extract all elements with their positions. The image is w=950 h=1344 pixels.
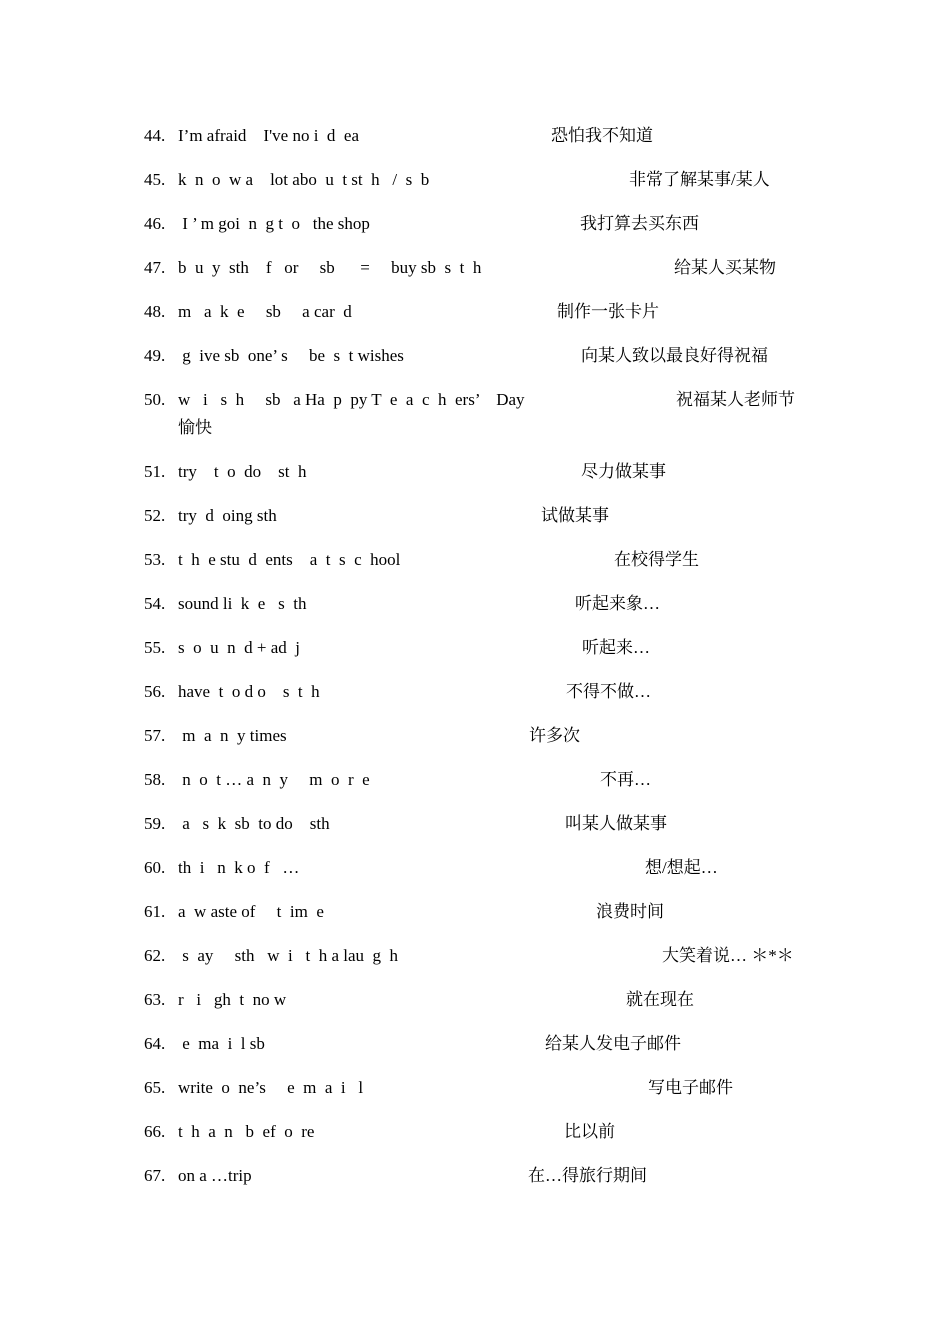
english-phrase: I’m afraid I've no i d ea [178,126,360,145]
item-number: 57. [144,726,166,745]
chinese-meaning: 给某人发电子邮件 [545,1034,681,1053]
chinese-meaning: 想/想起… [645,858,718,877]
english-phrase: sound li k e s th [178,594,307,613]
list-item [0,1121,950,1151]
chinese-meaning: 大笑着说… ＊*＊ [662,946,794,965]
item-number: 55. [144,638,166,657]
list-item [0,901,950,931]
item-number: 63. [144,990,166,1009]
list-item [0,857,950,887]
list-item [0,637,950,667]
chinese-meaning: 向某人致以最良好得祝福 [581,346,768,365]
list-item [0,169,950,199]
list-item [0,1033,950,1063]
chinese-meaning: 叫某人做某事 [565,814,667,833]
english-phrase: s ay sth w i t h a lau g h [178,946,399,965]
list-item [0,725,950,755]
chinese-meaning: 就在现在 [626,990,694,1009]
english-phrase: b u y sth f or sb = buy sb s t h [178,258,482,277]
english-phrase: s o u n d + ad j [178,638,300,657]
item-number: 61. [144,902,166,921]
list-item [0,593,950,623]
english-phrase: t h e stu d ents a t s c hool [178,550,401,569]
chinese-meaning: 在…得旅行期间 [528,1166,647,1185]
item-number: 60. [144,858,166,877]
list-item [0,301,950,331]
chinese-meaning: 浪费时间 [596,902,664,921]
english-phrase: e ma i l sb [178,1034,265,1053]
item-number: 53. [144,550,166,569]
chinese-meaning-continuation: 愉快 [178,418,212,437]
item-number: 65. [144,1078,166,1097]
english-phrase: k n o w a lot abo u t st h / s b [178,170,430,189]
english-phrase: m a n y times [178,726,287,745]
list-item [0,257,950,287]
english-phrase: try t o do st h [178,462,307,481]
english-phrase: try d oing sth [178,506,277,525]
chinese-meaning: 不再… [600,770,651,789]
chinese-meaning: 听起来象… [575,594,660,613]
chinese-meaning: 给某人买某物 [674,258,776,277]
list-item [0,345,950,375]
english-phrase: on a …trip [178,1166,252,1185]
chinese-meaning: 尽力做某事 [581,462,666,481]
item-number: 64. [144,1034,166,1053]
item-number: 49. [144,346,166,365]
item-number: 51. [144,462,166,481]
item-number: 44. [144,126,166,145]
list-item [0,505,950,535]
list-item [0,945,950,975]
english-phrase: w i s h sb a Ha p py T e a c h ers’ Day [178,390,525,409]
english-phrase: write o ne’s e m a i l [178,1078,364,1097]
english-phrase: g ive sb one’ s be s t wishes [178,346,404,365]
chinese-meaning: 恐怕我不知道 [551,126,653,145]
chinese-meaning: 在校得学生 [614,550,699,569]
english-phrase: a s k sb to do sth [178,814,330,833]
english-phrase: m a k e sb a car d [178,302,352,321]
item-number: 52. [144,506,166,525]
english-phrase: n o t … a n y m o r e [178,770,370,789]
list-item [0,125,950,155]
list-item [0,989,950,1019]
chinese-meaning: 许多次 [529,726,580,745]
chinese-meaning: 制作一张卡片 [557,302,659,321]
english-phrase: t h a n b ef o re [178,1122,315,1141]
english-phrase: r i gh t no w [178,990,287,1009]
list-item [0,681,950,711]
english-phrase: th i n k o f … [178,858,300,877]
english-phrase: I ’ m goi n g t o the shop [178,214,370,233]
chinese-meaning: 听起来… [582,638,650,657]
list-item [0,769,950,799]
list-item [0,389,950,445]
english-phrase: a w aste of t im e [178,902,324,921]
item-number: 62. [144,946,166,965]
list-item [0,813,950,843]
chinese-meaning: 祝福某人老师节 [676,390,795,409]
chinese-meaning: 不得不做… [566,682,651,701]
item-number: 54. [144,594,166,613]
item-number: 56. [144,682,166,701]
item-number: 45. [144,170,166,189]
list-item [0,213,950,243]
item-number: 46. [144,214,166,233]
list-item [0,549,950,579]
english-phrase: have t o d o s t h [178,682,320,701]
item-number: 48. [144,302,166,321]
list-item [0,461,950,491]
chinese-meaning: 试做某事 [541,506,609,525]
list-item [0,1077,950,1107]
item-number: 66. [144,1122,166,1141]
item-number: 50. [144,390,166,409]
item-number: 59. [144,814,166,833]
chinese-meaning: 比以前 [564,1122,615,1141]
chinese-meaning: 我打算去买东西 [580,214,699,233]
chinese-meaning: 非常了解某事/某人 [629,170,770,189]
item-number: 47. [144,258,166,277]
item-number: 67. [144,1166,166,1185]
list-item [0,1165,950,1195]
chinese-meaning: 写电子邮件 [648,1078,733,1097]
item-number: 58. [144,770,166,789]
